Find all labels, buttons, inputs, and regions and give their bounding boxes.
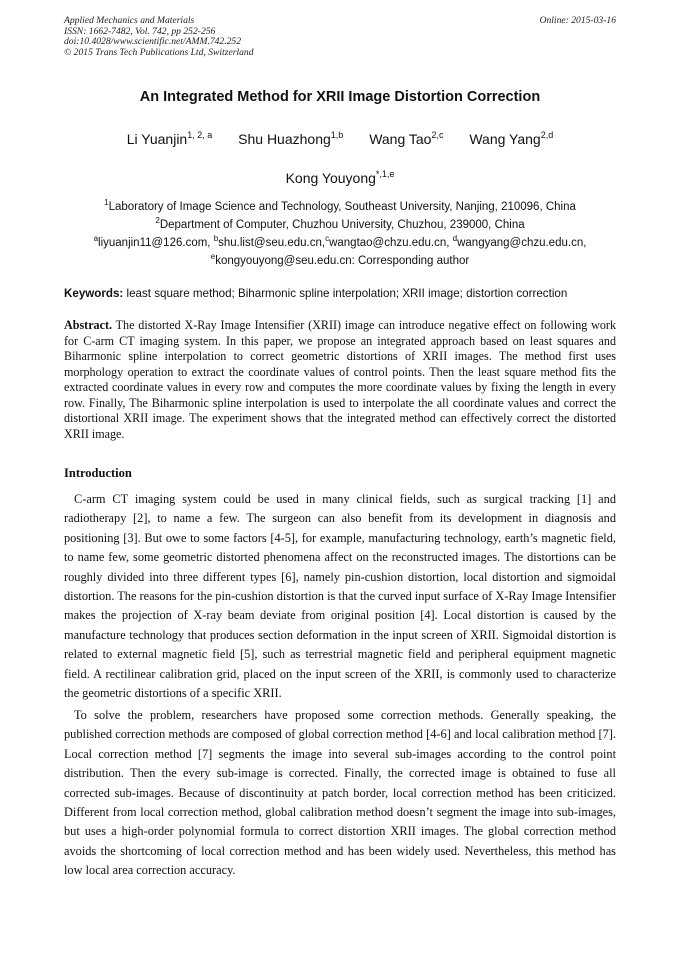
doi-line: doi:10.4028/www.scientific.net/AMM.742.252 <box>64 36 242 48</box>
body-paragraph <box>64 490 616 703</box>
affiliation-sup: 1 <box>104 198 109 207</box>
keywords-text: least square method; Biharmonic spline interpolation; XRII image; distortion correction <box>123 287 568 300</box>
author <box>127 130 213 147</box>
abstract-label: Abstract. <box>64 318 113 332</box>
author <box>238 130 343 147</box>
email-link[interactable]: shu.list@seu.edu.cn, <box>218 237 326 249</box>
abstract-text: The distorted X-Ray Image Intensifier (XRII) image can introduce negative effect on following work for C-arm CT imaging system. In this paper, we propose an integrated approach based on least squares and Biharmonic spline interpolation to correct geometric distortions of XRII images. The method first uses morphology operation to extract the coordinate values of control points. Then the least square method fits the extracted coordinate values in every row and computes the more coordinate values by fixing the length in every row. Finally, The Biharmonic spline interpolation is used to interpolate the all coordinate values and correct the distortional XRII image. The experiment shows that the integrated method can effectively correct the distorted XRII image. <box>64 318 616 441</box>
author-name: Li Yuanjin <box>126 131 188 147</box>
corresponding-email[interactable]: kongyouyong@seu.edu.cn: Corresponding author <box>215 255 470 267</box>
email-link[interactable]: liyuanjin11@126.com, <box>98 237 214 249</box>
email-sup: e <box>210 252 216 261</box>
paragraph-text: C-arm CT imaging system could be used in many clinical fields, such as surgical tracking [1] and radiotherapy [2], to name a few. The surgeon can also benefit from its development in diagnosis and positioning [3]. But owe to some factors [4-5], for example, manufacturing technology, earth’s magnetic field, to name few, some geometric distorted phenomena affect on the reconstructed images. The distortions can be roughly divided into three different types [6], namely pin-cushion distortion, local distortion and sigmoidal distortion. The reasons for the pin-cushion distortion is that the curved input surface of X-Ray Image Intensifier makes the projection of X-ray beam deviate from original position [4]. Local distortion is caused by the manufacture technology that produces section deformation in the input screen of XRII. Sigmoidal distortion is related to external magnetic field [5], such as terrestrial magnetic field and peripheral equipment magnetic field. A rectilinear calibration grid, placed on the input screen of the XRII, is commonly used to characterize the geometric distortions of a specific XRII. <box>64 492 617 701</box>
copyright-line: © 2015 Trans Tech Publications Ltd, Switzerland <box>64 46 254 58</box>
email-link[interactable]: wangyang@chzu.edu.cn, <box>457 237 587 249</box>
author <box>469 130 553 147</box>
author-affil-sup: 1,b <box>330 130 344 140</box>
abstract <box>64 318 616 442</box>
author <box>286 169 395 186</box>
paragraph-text: To solve the problem, researchers have proposed some correction methods. Generally speaking, the published correction methods are composed of global correction method [4-6] and local calibration method [7]. Local correction method [7] segments the image into several sub-images according to the control point distribution. Then the every sub-image is corrected. Finally, the corrected image is obtained to fuse all corrected sub-images. Because of discontinuity at patch border, local correction method has been criticized. Different from local correction method, global calibration method doesn’t segment the image into sub-images, but uses a high-order polynomial formula to correct distortion XRII images. The global correction method avoids the shortcoming of local correction method and has been widely used. Nevertheless, this method has low local area correction accuracy. <box>64 708 616 878</box>
author-name: Kong Youyong <box>285 170 376 186</box>
issn-line: ISSN: 1662-7482, Vol. 742, pp 252-256 <box>64 25 216 37</box>
journal-name: Applied Mechanics and Materials <box>64 15 195 26</box>
email-sup: b <box>213 234 219 243</box>
body-paragraph <box>64 706 616 881</box>
corresponding-author <box>64 248 616 270</box>
affiliation-sup: 2 <box>155 216 160 225</box>
author-name: Wang Tao <box>369 131 432 147</box>
section-heading-introduction: Introduction <box>64 466 132 480</box>
email-sup: a <box>93 234 99 243</box>
author-affil-sup: 1, 2, a <box>187 130 213 140</box>
affiliation-text: Laboratory of Image Science and Technology, Southeast University, Nanjing, 210096, China <box>108 201 576 213</box>
email-sup: d <box>452 234 458 243</box>
author-affil-sup: 2,c <box>431 130 444 140</box>
author-list-second-row <box>64 169 616 186</box>
online-date: Online: 2015-03-16 <box>539 15 616 26</box>
email-link[interactable]: wangtao@chzu.edu.cn, <box>329 237 453 249</box>
paper-title: An Integrated Method for XRII Image Distortion Correction <box>139 89 541 105</box>
author <box>369 130 443 147</box>
author-affil-sup: *,1,e <box>375 169 395 179</box>
keywords <box>64 287 624 300</box>
keywords-label: Keywords: <box>64 287 124 300</box>
author-affil-sup: 2,d <box>540 130 554 140</box>
author-name: Wang Yang <box>469 131 541 147</box>
author-name: Shu Huazhong <box>238 131 331 147</box>
journal-header <box>64 16 616 58</box>
author-list <box>64 130 616 147</box>
affiliation-text: Department of Computer, Chuzhou University, Chuzhou, 239000, China <box>159 219 525 231</box>
email-sup: c <box>325 234 330 243</box>
